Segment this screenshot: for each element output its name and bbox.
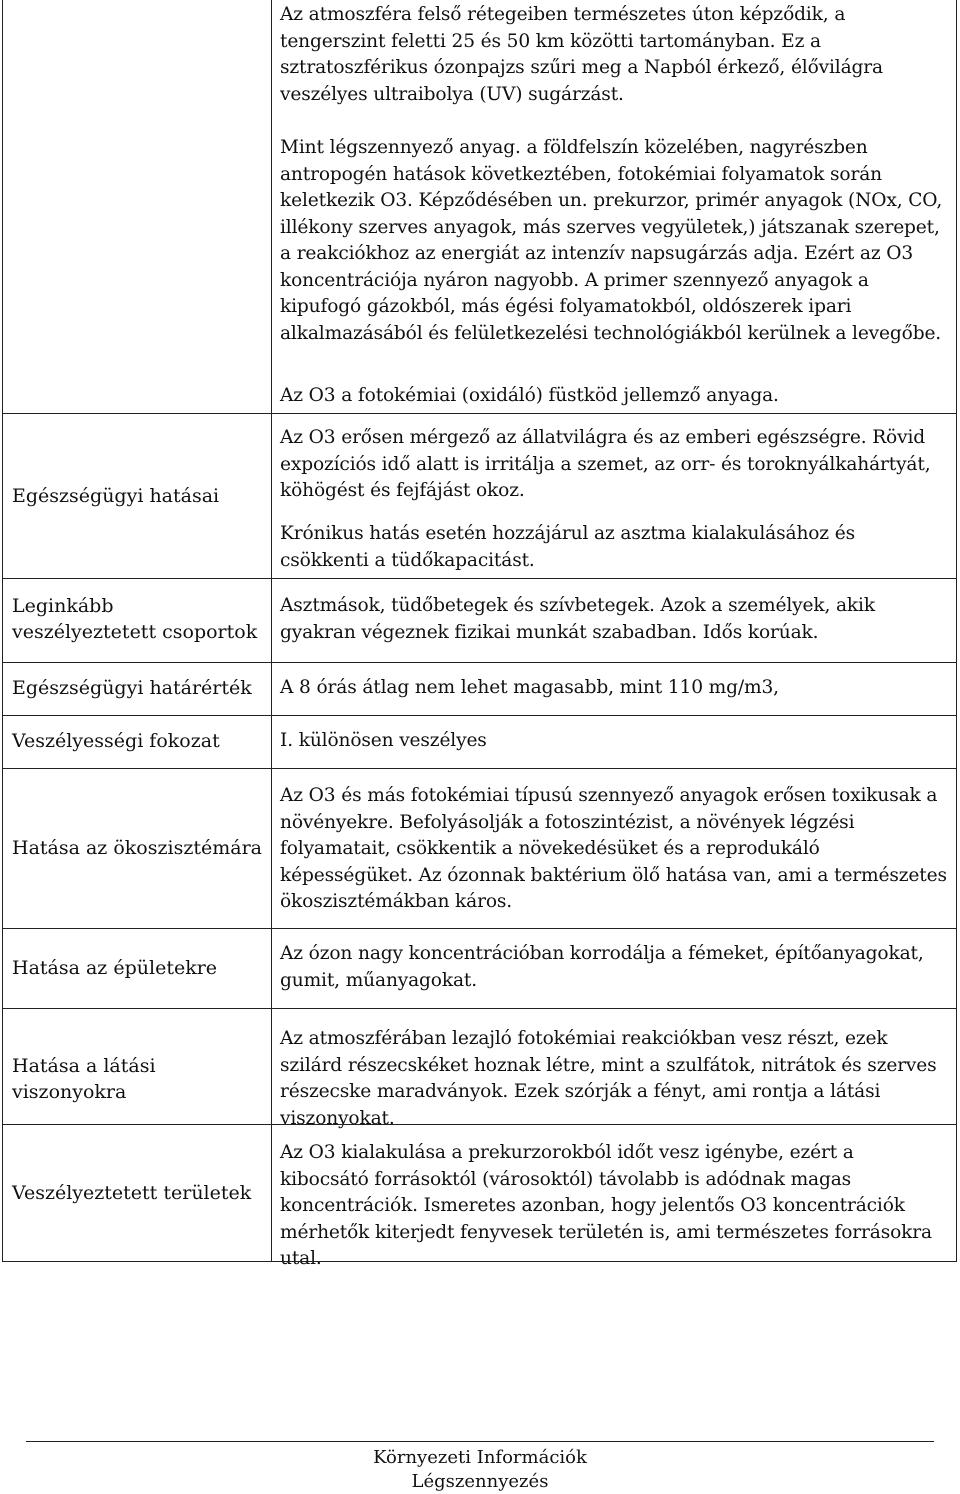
label-cell	[2, 1124, 272, 1261]
row-label: Leginkább veszélyeztetett csoportok	[12, 595, 258, 643]
intro-paragraph-2: Mint légszennyező anyag. a földfelszín közelében, nagyrészben antropogén hatások következtében, fotokémiai folyamatok során keletkezik O3. Képződésében un. prekurzor, primér anyagok (NOx, CO, illékony szerves anyagok, más szerves vegyületek,) játszanak szerepet, a reakciókhoz az energiát az intenzív napsugárzás adja. Ezért az O3 koncentrációja nyáron nagyobb. A primer szennyező anyagok a kipufogó gázokból, más égési folyamatokból, oldószerek ipari alkalmazásából és felületkezelési technológiákból kerülnek a levegőbe.	[280, 137, 943, 344]
row-divider	[2, 1008, 957, 1009]
footer-rule	[26, 1441, 934, 1442]
row-divider	[2, 662, 957, 663]
visibility-paragraph: Az atmoszférában lezajló fotokémiai reakciókban vesz részt, ezek szilárd részecskéket hoznak létre, mint a szulfátok, nitrátok és szerves részecske maradványok. Ezek szórják a fényt, ami rontja a látási viszonyokat.	[280, 1028, 937, 1129]
row-label: Hatása az ökoszisztémára	[12, 837, 262, 859]
health-paragraph-2: Krónikus hatás esetén hozzájárul az asztma kialakulásához és csökkenti a tüdőkapacitást.	[280, 523, 855, 571]
row-divider	[2, 928, 957, 929]
row-divider	[2, 578, 957, 579]
row-divider	[2, 413, 957, 414]
ecosystem-paragraph: Az O3 és más fotokémiai típusú szennyező anyagok erősen toxikusak a növényekre. Befolyásolják a fotoszintézist, a növények légzési folyamatait, csökkentik a növekedésüket és a reprodukáló képességüket. Az ózonnak baktérium ölő hatása van, ami a természetes ökoszisztémákban káros.	[280, 785, 947, 912]
label-cell	[2, 1008, 272, 1124]
row-label: Hatása a látási viszonyokra	[12, 1055, 156, 1103]
buildings-paragraph: Az ózon nagy koncentrációban korrodálja a fémeket, építőanyagokat, gumit, műanyagokat.	[280, 943, 924, 991]
intro-paragraph-3: Az O3 a fotokémiai (oxidáló) füstköd jellemző anyaga.	[280, 385, 779, 406]
risk-groups-paragraph: Asztmások, tüdőbetegek és szívbetegek. Azok a személyek, akik gyakran végeznek fizikai munkát szabadban. Idős korúak.	[280, 595, 875, 643]
intro-paragraph-1: Az atmoszféra felső rétegeiben természetes úton képződik, a tengerszint feletti 25 és 50 km közötti tartományban. Ez a sztratoszférikus ózonpajzs szűri meg a Napból érkező, élővilágra veszélyes ultraibolya (UV) sugárzást.	[280, 4, 883, 105]
hazard-level-value: I. különösen veszélyes	[280, 730, 487, 751]
row-divider	[2, 768, 957, 769]
footer-subtitle: Légszennyezés	[411, 1471, 549, 1492]
label-cell	[2, 768, 272, 928]
row-label: Veszélyeztetett területek	[12, 1182, 252, 1204]
row-label: Veszélyességi fokozat	[12, 730, 220, 752]
row-divider	[2, 715, 957, 716]
row-label: Egészségügyi határérték	[12, 677, 252, 699]
label-cell	[2, 413, 272, 578]
footer-title: Környezeti Információk	[373, 1447, 587, 1468]
endangered-areas-paragraph: Az O3 kialakulása a prekurzorokból időt vesz igénybe, ezért a kibocsátó forrásoktól (városoktól) távolabb is adódnak magas koncentrációk. Ismeretes azonban, hogy jelentős O3 koncentrációk mérhetők kiterjedt fenyvesek területén is, ami természetes forrásokra utal.	[280, 1142, 932, 1269]
label-cell	[2, 0, 272, 413]
health-paragraph-1: Az O3 erősen mérgező az állatvilágra és az emberi egészségre. Rövid expozíciós idő alatt is irritálja a szemet, az orr- és toroknyálkahártyát, köhögést és fejfájást okoz.	[280, 427, 931, 501]
health-limit-value: A 8 órás átlag nem lehet magasabb, mint 110 mg/m3,	[280, 677, 779, 698]
table-bottom-border	[2, 1261, 957, 1262]
row-label: Hatása az épületekre	[12, 957, 218, 979]
label-cell	[2, 928, 272, 1008]
label-cell	[2, 715, 272, 768]
label-cell	[2, 662, 272, 715]
row-label: Egészségügyi hatásai	[12, 485, 220, 507]
label-cell	[2, 578, 272, 662]
row-divider	[2, 1124, 957, 1125]
